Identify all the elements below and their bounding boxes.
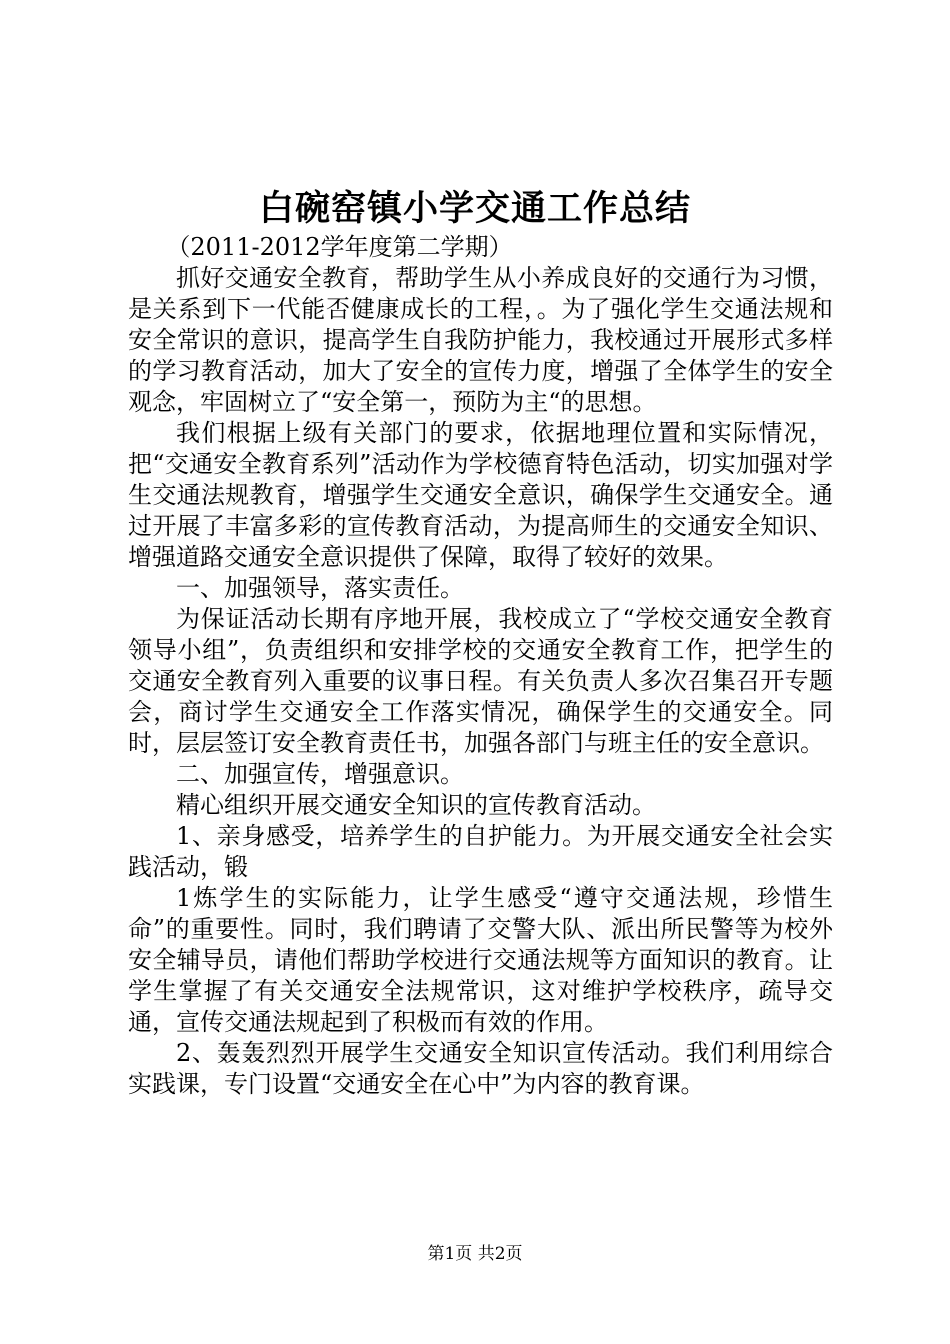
paragraph-item-1-continued: 1炼学生的实际能力，让学生感受“遵守交通法规，珍惜生命”的重要性。同时，我们聘请了交警大队、派出所民警等为校外安全辅导员，请他们帮助学校进行交通法规等方面知识的教育。让学生掌握了有关交通安全法规常识，这对维护学校秩序，疏导交通，宣传交通法规起到了积极而有效的作用。 (128, 884, 833, 1036)
document-title: 白碗窑镇小学交通工作总结 (258, 189, 691, 229)
section-heading-leadership: 一、加强领导，落实责任。 (176, 574, 464, 602)
paragraph-requirements: 我们根据上级有关部门的要求，依据地理位置和实际情况，把“交通安全教育系列”活动作为学校德育特色活动，切实加强对学生交通法规教育，增强学生交通安全意识，确保学生交通安全。通过开展了丰富多彩的宣传教育活动，为提高师生的交通安全知识、增强道路交通安全意识提供了保障，取得了较好的效果。 (128, 419, 833, 571)
document-subtitle: （2011-2012学年度第二学期） (166, 233, 513, 261)
paragraph-item-2: 2、轰轰烈烈开展学生交通安全知识宣传活动。我们利用综合实践课，专门设置“交通安全在心中”为内容的教育课。 (128, 1039, 833, 1098)
paragraph-item-1: 1、亲身感受，培养学生的自护能力。为开展交通安全社会实践活动，锻 (128, 822, 833, 881)
section-heading-publicity: 二、加强宣传，增强意识。 (176, 760, 464, 788)
paragraph-leadership: 为保证活动长期有序地开展，我校成立了“学校交通安全教育领导小组”，负责组织和安排学校的交通安全教育工作，把学生的交通安全教育列入重要的议事日程。有关负责人多次召集召开专题会，商讨学生交通安全工作落实情况，确保学生的交通安全。同时，层层签订安全教育责任书，加强各部门与班主任的安全意识。 (128, 605, 833, 757)
paragraph-intro: 抓好交通安全教育，帮助学生从小养成良好的交通行为习惯，是关系到下一代能否健康成长的工程，。为了强化学生交通法规和安全常识的意识，提高学生自我防护能力，我校通过开展形式多样的学习教育活动，加大了安全的宣传力度，增强了全体学生的安全观念，牢固树立了“安全第一，预防为主“的思想。 (128, 264, 833, 416)
page-number-footer: 第1页 共2页 (427, 1244, 523, 1264)
document-body (128, 232, 833, 1100)
paragraph-publicity-intro: 精心组织开展交通安全知识的宣传教育活动。 (176, 791, 656, 819)
